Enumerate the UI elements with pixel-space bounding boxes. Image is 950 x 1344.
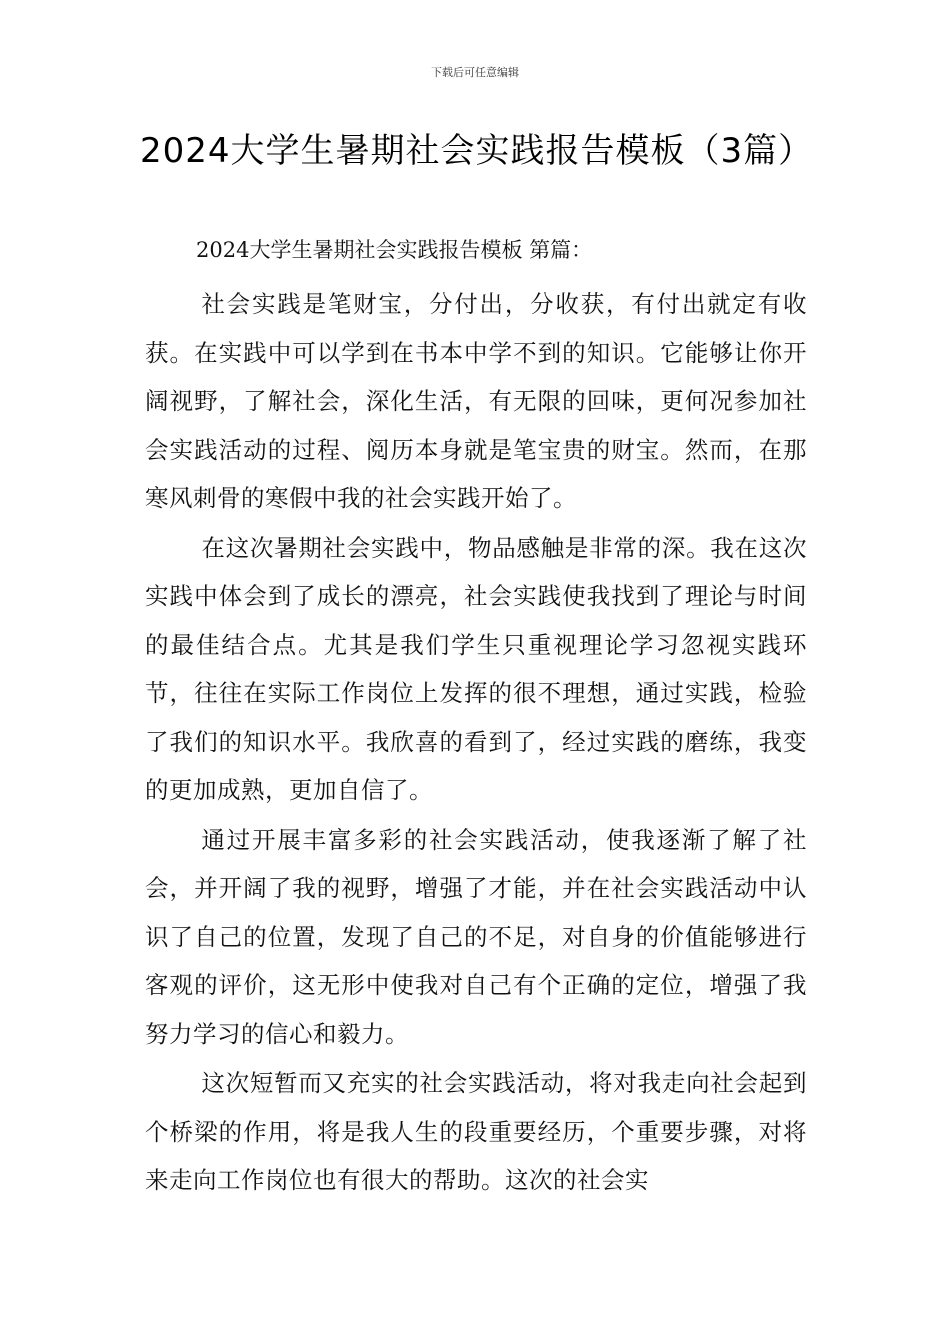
header-note: 下载后可任意编辑 [431, 66, 519, 79]
paragraph-3: 通过开展丰富多彩的社会实践活动，使我逐渐了解了社会，并开阔了我的视野，增强了才能，并在社会实践活动中认识了自己的位置，发现了自己的不足，对自身的价值能够进行客观的评价，这无形中使我对自己有个正确的定位，增强了我努力学习的信心和毅力。 [145, 825, 807, 1048]
document-title: 2024大学生暑期社会实践报告模板（3篇） [140, 131, 814, 171]
paragraph-2: 在这次暑期社会实践中，物品感触是非常的深。我在这次实践中体会到了成长的漂亮，社会实践使我找到了理论与时间的最佳结合点。尤其是我们学生只重视理论学习忽视实践环节，往往在实际工作岗位上发挥的很不理想，通过实践，检验了我们的知识水平。我欣喜的看到了，经过实践的磨练，我变的更加成熟，更加自信了。 [145, 533, 807, 804]
paragraph-1: 社会实践是笔财宝，分付出，分收获，有付出就定有收获。在实践中可以学到在书本中学不到的知识。它能够让你开阔视野，了解社会，深化生活，有无限的回味，更何况参加社会实践活动的过程、阅历本身就是笔宝贵的财宝。然而，在那寒风刺骨的寒假中我的社会实践开始了。 [145, 290, 807, 512]
section-heading: 2024大学生暑期社会实践报告模板 第篇： [196, 238, 593, 262]
document-body [145, 280, 807, 1205]
paragraph-4: 这次短暂而又充实的社会实践活动，将对我走向社会起到个桥梁的作用，将是我人生的段重要经历，个重要步骤，对将来走向工作岗位也有很大的帮助。这次的社会实 [145, 1069, 807, 1194]
